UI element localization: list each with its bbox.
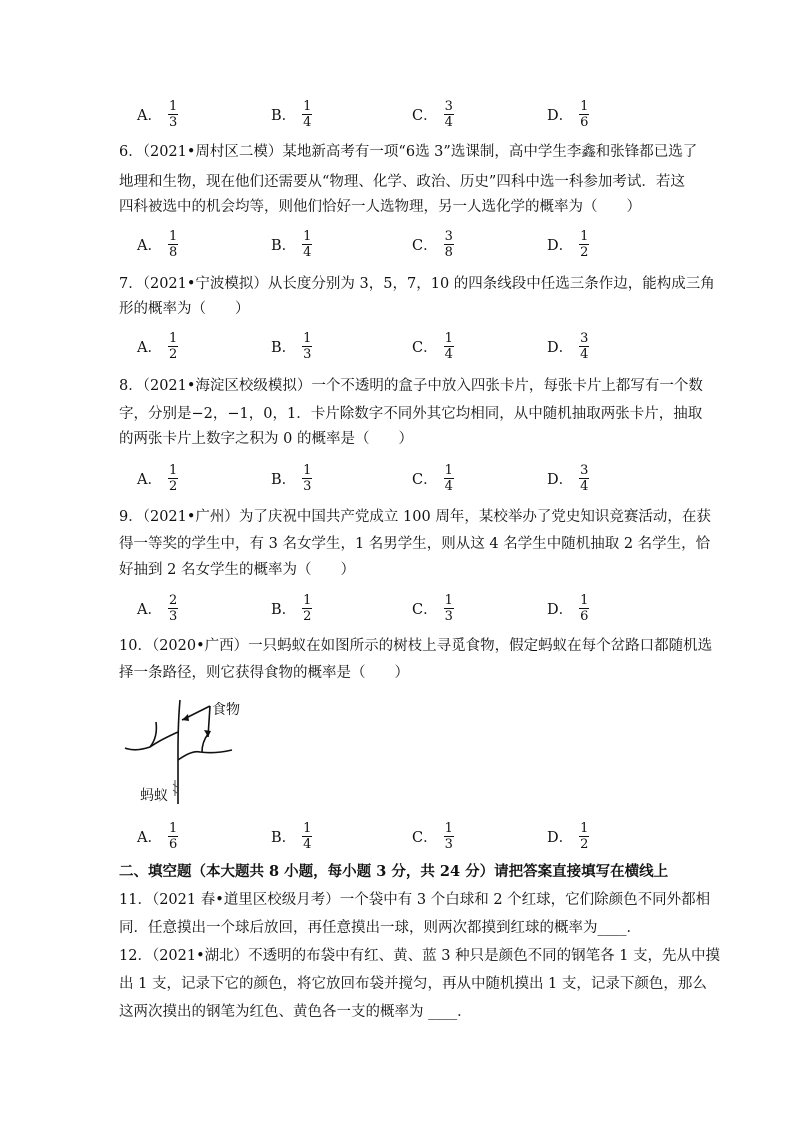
q8-line-3: 的两张卡片上数字之积为 0 的概率是（ ）: [119, 431, 413, 447]
q7-line-2: 形的概率为（ ）: [119, 301, 250, 317]
option-b: B． $\frac{1}{3}$: [271, 462, 312, 494]
option-c: C． $\frac{3}{4}$: [412, 98, 453, 130]
section-heading: 二、填空题（本大题共 8 小题，每小题 3 分，共 24 分）请把答案直接填写在横线上: [119, 863, 669, 880]
fraction: $\frac{1}{3}$: [168, 98, 178, 130]
q9-line-3: 好抽到 2 名女学生的概率为（ ）: [119, 562, 355, 578]
option-c: C． $\frac{1}{3}$: [412, 592, 453, 624]
fraction: $\frac{1}{2}$: [580, 228, 589, 260]
fraction: $\frac{1}{6}$: [580, 98, 589, 130]
option-c: C． $\frac{3}{8}$: [412, 228, 453, 260]
ant-label: 蚂蚁: [140, 788, 168, 804]
q7-options: [137, 328, 697, 364]
option-a: A． $\frac{2}{3}$: [137, 592, 178, 624]
fraction: $\frac{1}{4}$: [303, 228, 312, 260]
q6-line-3: 四科被选中的机会均等，则他们恰好一人选物理，另一人选化学的概率为（ ）: [119, 199, 641, 215]
option-a: A． $\frac{1}{2}$: [137, 330, 178, 362]
fraction: $\frac{1}{2}$: [303, 592, 312, 624]
q11-line-2: 同．任意摸出一个球后放回，再任意摸出一球，则两次都摸到红球的概率为____．: [119, 920, 641, 936]
fraction: $\frac{3}{4}$: [580, 330, 589, 362]
food-label: 食物: [212, 702, 240, 718]
tree-branch-figure: [120, 692, 260, 812]
fraction: $\frac{1}{4}$: [444, 462, 453, 494]
q10-options: [137, 818, 697, 854]
option-b: B． $\frac{1}{2}$: [271, 592, 312, 624]
option-c: C． $\frac{1}{4}$: [412, 330, 453, 362]
option-d: D． $\frac{1}{2}$: [547, 228, 589, 260]
option-c: C． $\frac{1}{3}$: [412, 820, 453, 852]
fraction: $\frac{1}{4}$: [303, 98, 312, 130]
option-d: D． $\frac{3}{4}$: [547, 330, 589, 362]
q7-line-1: 7．（2021•宁波模拟）从长度分别为 3，5，7，10 的四条线段中任选三条作边，能构成三角: [119, 276, 715, 292]
fraction: $\frac{1}{2}$: [168, 462, 178, 494]
q12-line-3: 这两次摸出的钢笔为红色、黄色各一支的概率为 ____．: [119, 1004, 472, 1020]
option-d: D． $\frac{1}{2}$: [547, 820, 589, 852]
q6-line-1: 6．（2021•周村区二模）某地新高考有一项“6选 3”选课制，高中学生李鑫和张锋都已选了: [119, 144, 698, 160]
q8-options: [137, 460, 697, 496]
fraction: $\frac{1}{2}$: [168, 330, 178, 362]
fraction: $\frac{1}{3}$: [444, 820, 453, 852]
fraction: $\frac{1}{3}$: [444, 592, 453, 624]
fraction: $\frac{2}{3}$: [168, 592, 178, 624]
option-a: A． $\frac{1}{6}$: [137, 820, 178, 852]
q12-line-1: 12．（2021•湖北）不透明的布袋中有红、黄、蓝 3 种只是颜色不同的钢笔各 1 支，先从中摸: [119, 948, 721, 964]
fraction: $\frac{3}{4}$: [444, 98, 453, 130]
q9-options: [137, 590, 697, 626]
option-d: D． $\frac{3}{4}$: [547, 462, 589, 494]
q5-options: [137, 96, 697, 132]
option-b: B． $\frac{1}{4}$: [271, 820, 312, 852]
q8-line-1: 8．（2021•海淀区校级模拟）一个不透明的盒子中放入四张卡片，每张卡片上都写有一个数: [119, 378, 703, 394]
q6-options: [137, 226, 697, 262]
q12-line-2: 出 1 支，记录下它的颜色，将它放回布袋并搅匀，再从中随机摸出 1 支，记录下颜色，那么: [119, 976, 707, 992]
fraction: $\frac{1}{3}$: [303, 330, 312, 362]
option-b: B． $\frac{1}{4}$: [271, 228, 312, 260]
option-b: B． $\frac{1}{3}$: [271, 330, 312, 362]
fraction: $\frac{1}{4}$: [444, 330, 453, 362]
fraction: $\frac{1}{6}$: [168, 820, 178, 852]
fraction: $\frac{1}{8}$: [168, 228, 178, 260]
q11-line-1: 11．（2021 春•道里区校级月考）一个袋中有 3 个白球和 2 个红球，它们除颜色不同外都相: [119, 892, 711, 908]
q9-line-1: 9．（2021•广州）为了庆祝中国共产党成立 100 周年，某校举办了党史知识竞赛活动，在获: [119, 509, 711, 525]
option-d: D． $\frac{1}{6}$: [547, 98, 589, 130]
option-a: A． $\frac{1}{3}$: [137, 98, 178, 130]
option-d: D． $\frac{1}{6}$: [547, 592, 589, 624]
q9-line-2: 得一等奖的学生中，有 3 名女学生，1 名男学生，则从这 4 名学生中随机抽取 2 名学生，恰: [119, 536, 711, 552]
fraction: $\frac{3}{4}$: [580, 462, 589, 494]
q10-line-1: 10．（2020•广西）一只蚂蚁在如图所示的树枝上寻觅食物，假定蚂蚁在每个岔路口都随机选: [119, 638, 713, 654]
q8-line-2: 字，分别是−2，−1，0，1．卡片除数字不同外其它均相同，从中随机抽取两张卡片，抽取: [119, 406, 703, 422]
fraction: $\frac{1}{6}$: [580, 592, 589, 624]
option-c: C． $\frac{1}{4}$: [412, 462, 453, 494]
fraction: $\frac{1}{2}$: [580, 820, 589, 852]
fraction: $\frac{3}{8}$: [444, 228, 453, 260]
option-a: A． $\frac{1}{8}$: [137, 228, 178, 260]
fraction: $\frac{1}{3}$: [303, 462, 312, 494]
q6-line-2: 地理和生物，现在他们还需要从“物理、化学、政治、历史”四科中选一科参加考试．若这: [119, 174, 685, 190]
option-a: A． $\frac{1}{2}$: [137, 462, 178, 494]
option-b: B． $\frac{1}{4}$: [271, 98, 312, 130]
q10-line-2: 择一条路径，则它获得食物的概率是（ ）: [119, 665, 409, 681]
fraction: $\frac{1}{4}$: [303, 820, 312, 852]
